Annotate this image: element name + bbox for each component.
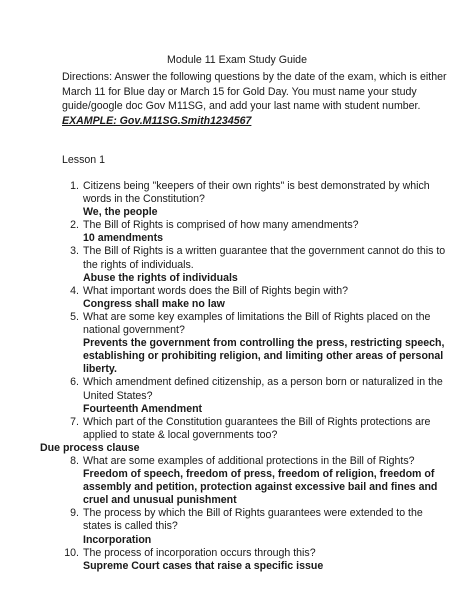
answer-text: We, the people bbox=[83, 206, 158, 219]
answer-text: Fourteenth Amendment bbox=[83, 402, 203, 415]
question-item bbox=[62, 416, 452, 442]
question-item bbox=[62, 219, 452, 232]
directions-paragraph bbox=[62, 70, 447, 128]
question-text: The process of incorporation occurs through this? bbox=[83, 546, 316, 559]
question-item bbox=[62, 245, 452, 271]
answer-text: Congress shall make no law bbox=[83, 297, 225, 310]
question-item bbox=[62, 285, 452, 298]
question-number: 8. bbox=[70, 454, 79, 467]
answer-text: 10 amendments bbox=[83, 232, 164, 245]
question-number: 10. bbox=[64, 546, 79, 559]
question-text: The process by which the Bill of Rights guarantees were extended to the states is called this? bbox=[83, 507, 423, 533]
question-number: 3. bbox=[70, 245, 79, 258]
question-text: The Bill of Rights is comprised of how many amendments? bbox=[83, 219, 359, 232]
page-title: Module 11 Exam Study Guide bbox=[167, 54, 307, 66]
question-text: What are some key examples of limitations the Bill of Rights placed on the national government? bbox=[83, 310, 431, 337]
question-number: 9. bbox=[70, 507, 79, 520]
question-text: The Bill of Rights is a written guarantee that the government cannot do this to the rights of individuals. bbox=[83, 245, 446, 271]
question-item bbox=[62, 311, 452, 337]
question-number: 7. bbox=[70, 415, 79, 428]
question-number: 2. bbox=[70, 219, 79, 232]
question-text: What important words does the Bill of Rights begin with? bbox=[83, 284, 348, 297]
answer-text: Supreme Court cases that raise a specific issue bbox=[83, 559, 324, 572]
section-heading: Due process clause bbox=[40, 441, 140, 454]
question-number: 4. bbox=[70, 284, 79, 297]
example-filename: EXAMPLE: Gov.M11SG.Smith1234567 bbox=[62, 114, 252, 127]
question-text: Which part of the Constitution guarantees the Bill of Rights protections are applied to state & local governments too? bbox=[83, 415, 431, 441]
question-item bbox=[62, 376, 452, 402]
question-text: What are some examples of additional protections in the Bill of Rights? bbox=[83, 454, 415, 467]
answer-text: Freedom of speech, freedom of press, freedom of religion, freedom of assembly and petition, protection against excessive bail and fines and cruel and unusual punishment bbox=[83, 468, 438, 507]
directions-text: Directions: Answer the following questions by the date of the exam, which is either March 11 for Blue day or March 15 for Gold Day. You must name your study guide/google doc Gov M11SG, and add your last name with student number. bbox=[62, 71, 447, 113]
question-item bbox=[62, 180, 452, 206]
question-text: Which amendment defined citizenship, as a person born or naturalized in the United States? bbox=[83, 376, 443, 402]
answer-text: Incorporation bbox=[83, 533, 152, 546]
question-text: Citizens being "keepers of their own rights" is best demonstrated by which words in the Constitution? bbox=[83, 180, 430, 206]
answer-text: Abuse the rights of individuals bbox=[83, 271, 238, 284]
answer-text: Prevents the government from controlling the press, restricting speech, establishing or prohibiting religion, and limiting other areas of personal liberty. bbox=[83, 337, 445, 376]
question-number: 6. bbox=[70, 376, 79, 389]
question-list bbox=[40, 180, 452, 573]
question-item bbox=[62, 547, 452, 560]
question-item bbox=[62, 455, 452, 468]
question-number: 1. bbox=[70, 180, 79, 192]
question-item bbox=[62, 507, 452, 533]
question-number: 5. bbox=[70, 310, 79, 323]
lesson-heading: Lesson 1 bbox=[62, 154, 105, 166]
